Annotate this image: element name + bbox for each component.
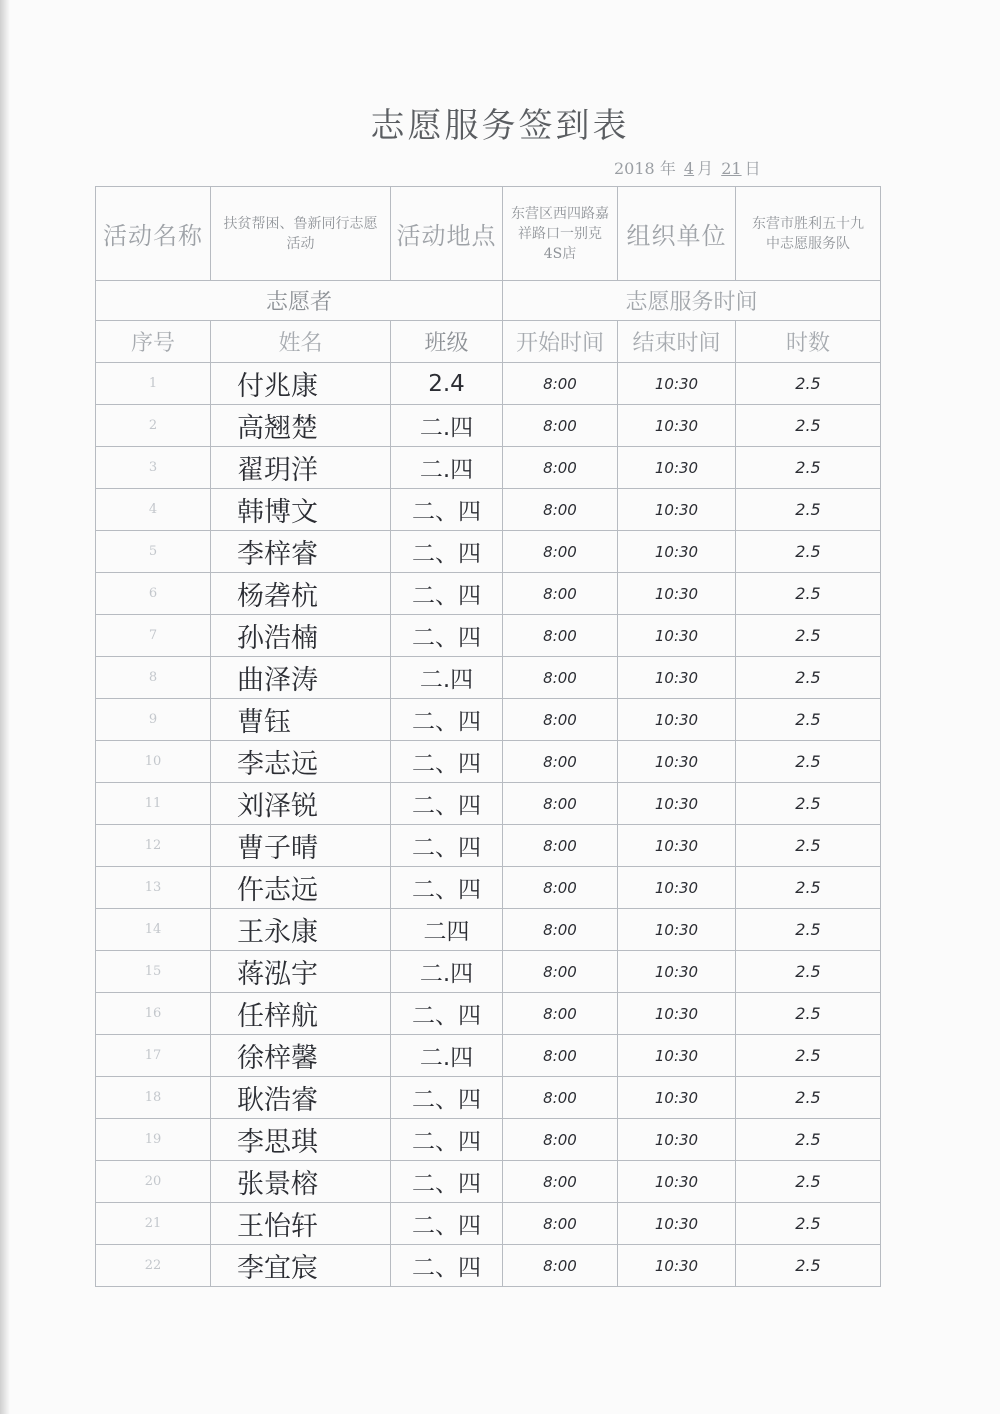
row-seq: 12 bbox=[96, 825, 211, 867]
row-start-time: 8:00 bbox=[503, 531, 618, 573]
row-seq: 3 bbox=[96, 447, 211, 489]
row-end-time: 10:30 bbox=[618, 825, 736, 867]
table-row bbox=[96, 1077, 881, 1119]
row-end-time: 10:30 bbox=[618, 531, 736, 573]
row-seq: 13 bbox=[96, 867, 211, 909]
row-name: 付兆康 bbox=[211, 363, 391, 405]
table-row bbox=[96, 405, 881, 447]
row-name: 王永康 bbox=[211, 909, 391, 951]
service-time-header: 志愿服务时间 bbox=[503, 281, 881, 321]
row-class: 二、四 bbox=[391, 489, 503, 531]
date-year-label: 年 bbox=[659, 159, 676, 178]
row-end-time: 10:30 bbox=[618, 573, 736, 615]
table-row bbox=[96, 825, 881, 867]
row-hours: 2.5 bbox=[736, 951, 881, 993]
row-hours: 2.5 bbox=[736, 741, 881, 783]
row-class: 二.四 bbox=[391, 447, 503, 489]
col-start: 开始时间 bbox=[503, 321, 618, 363]
row-seq: 18 bbox=[96, 1077, 211, 1119]
row-hours: 2.5 bbox=[736, 447, 881, 489]
table-row bbox=[96, 615, 881, 657]
row-seq: 20 bbox=[96, 1161, 211, 1203]
col-seq: 序号 bbox=[96, 321, 211, 363]
row-class: 二、四 bbox=[391, 783, 503, 825]
row-class: 2.4 bbox=[391, 363, 503, 405]
row-end-time: 10:30 bbox=[618, 657, 736, 699]
row-start-time: 8:00 bbox=[503, 405, 618, 447]
row-seq: 9 bbox=[96, 699, 211, 741]
row-seq: 22 bbox=[96, 1245, 211, 1287]
row-name: 李梓睿 bbox=[211, 531, 391, 573]
row-start-time: 8:00 bbox=[503, 1203, 618, 1245]
organizer-label: 组织单位 bbox=[618, 187, 736, 281]
info-row bbox=[96, 187, 881, 281]
row-hours: 2.5 bbox=[736, 699, 881, 741]
row-class: 二、四 bbox=[391, 1077, 503, 1119]
row-class: 二、四 bbox=[391, 1119, 503, 1161]
row-name: 仵志远 bbox=[211, 867, 391, 909]
row-name: 曲泽涛 bbox=[211, 657, 391, 699]
row-name: 高翘楚 bbox=[211, 405, 391, 447]
col-hours: 时数 bbox=[736, 321, 881, 363]
sign-date bbox=[614, 156, 761, 179]
col-name: 姓名 bbox=[211, 321, 391, 363]
row-start-time: 8:00 bbox=[503, 1077, 618, 1119]
section-row bbox=[96, 281, 881, 321]
row-class: 二.四 bbox=[391, 1035, 503, 1077]
row-name: 曹子晴 bbox=[211, 825, 391, 867]
table-row bbox=[96, 363, 881, 405]
row-hours: 2.5 bbox=[736, 783, 881, 825]
row-end-time: 10:30 bbox=[618, 741, 736, 783]
page-title: 志愿服务签到表 bbox=[370, 106, 630, 146]
table-row bbox=[96, 573, 881, 615]
row-seq: 15 bbox=[96, 951, 211, 993]
date-year: 2018 bbox=[614, 159, 655, 178]
row-hours: 2.5 bbox=[736, 531, 881, 573]
row-start-time: 8:00 bbox=[503, 573, 618, 615]
row-start-time: 8:00 bbox=[503, 363, 618, 405]
row-hours: 2.5 bbox=[736, 1161, 881, 1203]
row-hours: 2.5 bbox=[736, 825, 881, 867]
row-seq: 17 bbox=[96, 1035, 211, 1077]
row-end-time: 10:30 bbox=[618, 1077, 736, 1119]
row-hours: 2.5 bbox=[736, 1035, 881, 1077]
row-name: 杨砻杭 bbox=[211, 573, 391, 615]
row-hours: 2.5 bbox=[736, 363, 881, 405]
row-seq: 2 bbox=[96, 405, 211, 447]
row-end-time: 10:30 bbox=[618, 615, 736, 657]
signin-table bbox=[95, 186, 881, 1287]
activity-location-label: 活动地点 bbox=[391, 187, 503, 281]
row-name: 翟玥洋 bbox=[211, 447, 391, 489]
row-seq: 11 bbox=[96, 783, 211, 825]
col-class: 班级 bbox=[391, 321, 503, 363]
table-row bbox=[96, 783, 881, 825]
row-class: 二.四 bbox=[391, 951, 503, 993]
row-end-time: 10:30 bbox=[618, 363, 736, 405]
row-class: 二、四 bbox=[391, 1203, 503, 1245]
scan-edge bbox=[0, 0, 10, 1414]
row-hours: 2.5 bbox=[736, 1077, 881, 1119]
row-class: 二四 bbox=[391, 909, 503, 951]
row-class: 二、四 bbox=[391, 825, 503, 867]
row-start-time: 8:00 bbox=[503, 489, 618, 531]
row-start-time: 8:00 bbox=[503, 1035, 618, 1077]
table-row bbox=[96, 1203, 881, 1245]
table-row bbox=[96, 1119, 881, 1161]
table-row bbox=[96, 657, 881, 699]
table-row bbox=[96, 909, 881, 951]
row-hours: 2.5 bbox=[736, 615, 881, 657]
row-start-time: 8:00 bbox=[503, 657, 618, 699]
activity-location-value: 东营区西四路嘉祥路口一别克4S店 bbox=[503, 187, 618, 281]
row-class: 二、四 bbox=[391, 531, 503, 573]
row-name: 徐梓馨 bbox=[211, 1035, 391, 1077]
row-seq: 6 bbox=[96, 573, 211, 615]
table-row bbox=[96, 447, 881, 489]
date-month-label: 月 bbox=[697, 159, 714, 178]
row-start-time: 8:00 bbox=[503, 615, 618, 657]
row-end-time: 10:30 bbox=[618, 1035, 736, 1077]
row-end-time: 10:30 bbox=[618, 699, 736, 741]
row-hours: 2.5 bbox=[736, 1119, 881, 1161]
row-hours: 2.5 bbox=[736, 489, 881, 531]
row-seq: 8 bbox=[96, 657, 211, 699]
row-hours: 2.5 bbox=[736, 405, 881, 447]
row-seq: 1 bbox=[96, 363, 211, 405]
row-end-time: 10:30 bbox=[618, 1245, 736, 1287]
row-end-time: 10:30 bbox=[618, 1203, 736, 1245]
row-seq: 21 bbox=[96, 1203, 211, 1245]
row-class: 二、四 bbox=[391, 573, 503, 615]
row-seq: 4 bbox=[96, 489, 211, 531]
activity-name-value: 扶贫帮困、鲁新同行志愿活动 bbox=[211, 187, 391, 281]
row-start-time: 8:00 bbox=[503, 1119, 618, 1161]
row-start-time: 8:00 bbox=[503, 951, 618, 993]
row-end-time: 10:30 bbox=[618, 489, 736, 531]
row-end-time: 10:30 bbox=[618, 1119, 736, 1161]
col-end: 结束时间 bbox=[618, 321, 736, 363]
row-name: 曹钰 bbox=[211, 699, 391, 741]
row-end-time: 10:30 bbox=[618, 405, 736, 447]
row-start-time: 8:00 bbox=[503, 867, 618, 909]
date-month: 4 bbox=[683, 159, 695, 178]
row-name: 蒋泓宇 bbox=[211, 951, 391, 993]
row-hours: 2.5 bbox=[736, 909, 881, 951]
row-end-time: 10:30 bbox=[618, 993, 736, 1035]
row-name: 李宜宸 bbox=[211, 1245, 391, 1287]
row-start-time: 8:00 bbox=[503, 1245, 618, 1287]
row-hours: 2.5 bbox=[736, 1245, 881, 1287]
row-class: 二、四 bbox=[391, 1161, 503, 1203]
table-row bbox=[96, 867, 881, 909]
table-row bbox=[96, 489, 881, 531]
row-end-time: 10:30 bbox=[618, 447, 736, 489]
table-row bbox=[96, 1035, 881, 1077]
row-start-time: 8:00 bbox=[503, 1161, 618, 1203]
row-hours: 2.5 bbox=[736, 867, 881, 909]
row-name: 张景榕 bbox=[211, 1161, 391, 1203]
row-name: 任梓航 bbox=[211, 993, 391, 1035]
table-row bbox=[96, 1161, 881, 1203]
row-hours: 2.5 bbox=[736, 573, 881, 615]
row-start-time: 8:00 bbox=[503, 909, 618, 951]
date-day-label: 日 bbox=[744, 159, 761, 178]
row-name: 耿浩睿 bbox=[211, 1077, 391, 1119]
row-name: 王怡轩 bbox=[211, 1203, 391, 1245]
row-hours: 2.5 bbox=[736, 993, 881, 1035]
row-seq: 5 bbox=[96, 531, 211, 573]
row-class: 二.四 bbox=[391, 405, 503, 447]
row-start-time: 8:00 bbox=[503, 993, 618, 1035]
row-class: 二、四 bbox=[391, 1245, 503, 1287]
row-hours: 2.5 bbox=[736, 657, 881, 699]
row-end-time: 10:30 bbox=[618, 867, 736, 909]
row-name: 李志远 bbox=[211, 741, 391, 783]
row-start-time: 8:00 bbox=[503, 825, 618, 867]
row-start-time: 8:00 bbox=[503, 699, 618, 741]
row-class: 二、四 bbox=[391, 867, 503, 909]
row-class: 二、四 bbox=[391, 993, 503, 1035]
row-name: 李思琪 bbox=[211, 1119, 391, 1161]
row-start-time: 8:00 bbox=[503, 447, 618, 489]
row-end-time: 10:30 bbox=[618, 783, 736, 825]
table-row bbox=[96, 1245, 881, 1287]
table-row bbox=[96, 741, 881, 783]
row-seq: 14 bbox=[96, 909, 211, 951]
table-row bbox=[96, 993, 881, 1035]
row-hours: 2.5 bbox=[736, 1203, 881, 1245]
table-row bbox=[96, 531, 881, 573]
row-class: 二、四 bbox=[391, 699, 503, 741]
column-header-row bbox=[96, 321, 881, 363]
row-start-time: 8:00 bbox=[503, 741, 618, 783]
date-day: 21 bbox=[721, 159, 742, 178]
row-class: 二、四 bbox=[391, 615, 503, 657]
row-name: 韩博文 bbox=[211, 489, 391, 531]
row-name: 刘泽锐 bbox=[211, 783, 391, 825]
row-seq: 10 bbox=[96, 741, 211, 783]
row-name: 孙浩楠 bbox=[211, 615, 391, 657]
row-end-time: 10:30 bbox=[618, 909, 736, 951]
row-seq: 7 bbox=[96, 615, 211, 657]
row-end-time: 10:30 bbox=[618, 951, 736, 993]
organizer-value: 东营市胜利五十九中志愿服务队 bbox=[736, 187, 881, 281]
row-class: 二.四 bbox=[391, 657, 503, 699]
table-row bbox=[96, 951, 881, 993]
row-class: 二、四 bbox=[391, 741, 503, 783]
row-seq: 19 bbox=[96, 1119, 211, 1161]
row-seq: 16 bbox=[96, 993, 211, 1035]
row-start-time: 8:00 bbox=[503, 783, 618, 825]
row-end-time: 10:30 bbox=[618, 1161, 736, 1203]
volunteer-header: 志愿者 bbox=[96, 281, 503, 321]
activity-name-label: 活动名称 bbox=[96, 187, 211, 281]
table-row bbox=[96, 699, 881, 741]
